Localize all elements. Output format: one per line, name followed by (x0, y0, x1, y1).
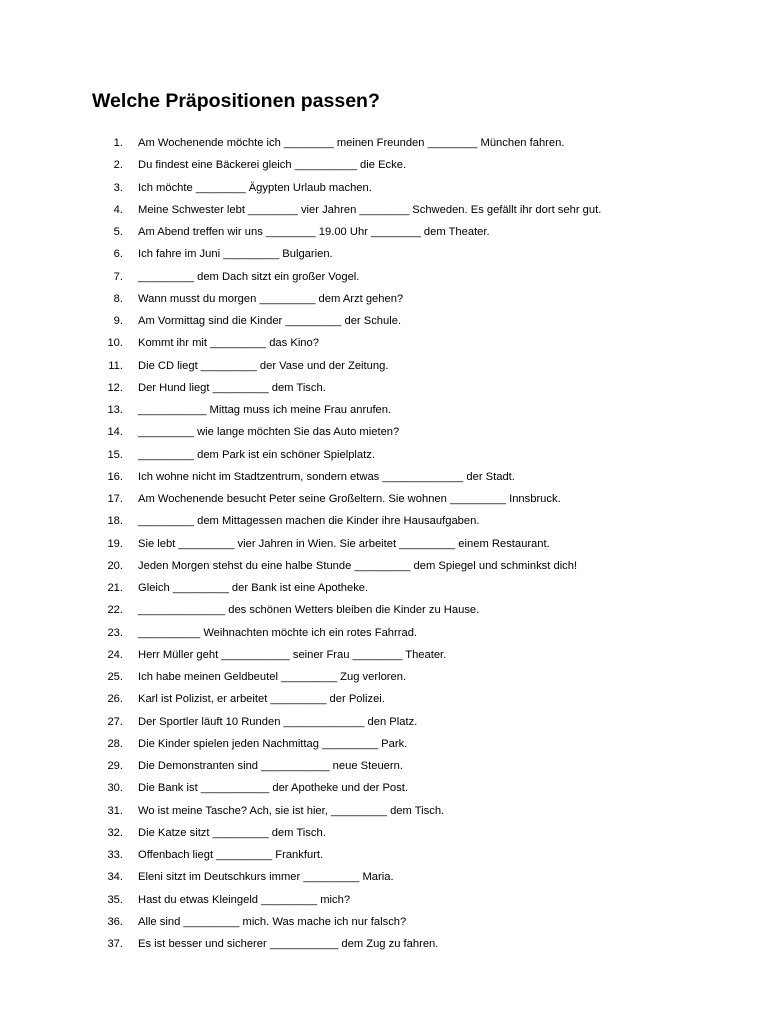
exercise-number: 34. (107, 871, 123, 884)
exercise-sentence: Offenbach liegt _________ Frankfurt. (138, 849, 324, 861)
exercise-sentence: _________ dem Dach sitzt ein großer Vogel. (138, 270, 360, 283)
exercise-item (0, 911, 768, 933)
exercise-sentence: Eleni sitzt im Deutschkurs immer _________ Maria. (138, 871, 394, 884)
exercise-item (0, 466, 768, 488)
exercise-number: 33. (107, 849, 123, 861)
exercise-number: 6. (113, 248, 123, 261)
exercise-number: 13. (107, 404, 123, 416)
exercise-number: 18. (107, 515, 123, 528)
exercise-item (0, 199, 768, 221)
exercise-sentence: Am Abend treffen wir uns ________ 19.00 Uhr ________ dem Theater. (138, 226, 490, 238)
exercise-item (0, 733, 768, 755)
exercise-item (0, 221, 768, 243)
exercise-sentence: Der Hund liegt _________ dem Tisch. (138, 381, 326, 394)
exercise-number: 4. (113, 203, 123, 216)
exercise-item (0, 622, 768, 644)
exercise-sentence: Ich wohne nicht im Stadtzentrum, sondern etwas _____________ der Stadt. (138, 470, 515, 483)
exercise-sentence: _________ dem Mittagessen machen die Kinder ihre Hausaufgaben. (138, 515, 480, 528)
exercise-list (0, 132, 768, 955)
exercise-number: 21. (107, 582, 123, 594)
exercise-item (0, 555, 768, 577)
exercise-sentence: Wann musst du morgen _________ dem Arzt gehen? (138, 292, 404, 305)
exercise-item (0, 599, 768, 621)
exercise-number: 11. (108, 359, 123, 372)
exercise-sentence: Kommt ihr mit _________ das Kino? (138, 337, 319, 350)
exercise-sentence: ___________ Mittag muss ich meine Frau anrufen. (138, 404, 392, 416)
exercise-sentence: Am Vormittag sind die Kinder _________ der Schule. (138, 315, 402, 327)
exercise-sentence: _________ wie lange möchten Sie das Auto mieten? (138, 426, 400, 439)
exercise-sentence: Wo ist meine Tasche? Ach, sie ist hier, _________ dem Tisch. (138, 804, 445, 817)
exercise-item (0, 533, 768, 555)
exercise-item (0, 444, 768, 466)
exercise-number: 14. (107, 426, 123, 439)
exercise-number: 17. (107, 493, 123, 505)
exercise-sentence: Herr Müller geht ___________ seiner Frau ________ Theater. (138, 648, 447, 661)
exercise-number: 16. (107, 470, 123, 483)
exercise-sentence: Die Kinder spielen jeden Nachmittag _________ Park. (138, 737, 408, 750)
exercise-item (0, 332, 768, 354)
exercise-item (0, 288, 768, 310)
exercise-number: 3. (113, 181, 123, 194)
exercise-item (0, 154, 768, 176)
exercise-sentence: Ich möchte ________ Ägypten Urlaub machen. (138, 181, 372, 194)
exercise-item (0, 844, 768, 866)
exercise-number: 31. (107, 804, 123, 817)
exercise-number: 5. (113, 226, 123, 238)
exercise-sentence: Alle sind _________ mich. Was mache ich nur falsch? (138, 915, 407, 928)
exercise-item (0, 577, 768, 599)
exercise-number: 28. (107, 737, 123, 750)
exercise-item (0, 866, 768, 888)
exercise-item (0, 488, 768, 510)
exercise-number: 8. (113, 292, 123, 305)
exercise-sentence: Am Wochenende möchte ich ________ meinen Freunden ________ München fahren. (138, 137, 565, 149)
exercise-number: 2. (113, 159, 123, 172)
exercise-number: 25. (107, 671, 123, 683)
exercise-item (0, 132, 768, 154)
exercise-sentence: Karl ist Polizist, er arbeitet _________ der Polizei. (138, 693, 385, 706)
exercise-number: 1. (113, 137, 123, 149)
exercise-item (0, 377, 768, 399)
exercise-item (0, 755, 768, 777)
exercise-sentence: Die Bank ist ___________ der Apotheke und der Post. (138, 782, 408, 795)
exercise-item (0, 243, 768, 265)
exercise-item (0, 688, 768, 710)
exercise-number: 37. (107, 938, 123, 950)
exercise-sentence: Ich habe meinen Geldbeutel _________ Zug verloren. (138, 671, 407, 683)
exercise-number: 9. (113, 315, 123, 327)
exercise-sentence: Jeden Morgen stehst du eine halbe Stunde _________ dem Spiegel und schminkst dich! (138, 559, 578, 572)
exercise-sentence: ______________ des schönen Wetters bleiben die Kinder zu Hause. (138, 604, 480, 617)
exercise-sentence: Die Katze sitzt _________ dem Tisch. (138, 826, 326, 839)
exercise-number: 10. (107, 337, 123, 350)
exercise-number: 20. (107, 559, 123, 572)
exercise-item (0, 889, 768, 911)
exercise-item (0, 644, 768, 666)
exercise-number: 15. (107, 448, 123, 461)
exercise-item (0, 399, 768, 421)
exercise-number: 30. (107, 782, 123, 795)
exercise-sentence: Am Wochenende besucht Peter seine Großeltern. Sie wohnen _________ Innsbruck. (138, 493, 561, 505)
exercise-sentence: Die Demonstranten sind ___________ neue Steuern. (138, 760, 403, 772)
exercise-number: 32. (107, 826, 123, 839)
exercise-number: 26. (107, 693, 123, 706)
exercise-item (0, 421, 768, 443)
exercise-number: 19. (107, 537, 123, 550)
exercise-number: 23. (107, 626, 123, 639)
exercise-sentence: Die CD liegt _________ der Vase und der Zeitung. (138, 359, 389, 372)
page-title: Welche Präpositionen passen? (92, 90, 380, 112)
exercise-number: 36. (107, 915, 123, 928)
exercise-sentence: Du findest eine Bäckerei gleich __________ die Ecke. (138, 159, 407, 172)
exercise-item (0, 666, 768, 688)
exercise-number: 24. (107, 648, 123, 661)
exercise-number: 12. (107, 381, 123, 394)
exercise-item (0, 177, 768, 199)
exercise-sentence: Gleich _________ der Bank ist eine Apotheke. (138, 582, 369, 594)
exercise-sentence: Meine Schwester lebt ________ vier Jahren ________ Schweden. Es gefällt ihr dort sehr gut. (138, 203, 602, 216)
exercise-item (0, 355, 768, 377)
exercise-item (0, 933, 768, 955)
exercise-sentence: Der Sportler läuft 10 Runden _____________ den Platz. (138, 715, 418, 728)
exercise-sentence: Ich fahre im Juni _________ Bulgarien. (138, 248, 333, 261)
exercise-item (0, 510, 768, 532)
exercise-sentence: Hast du etwas Kleingeld _________ mich? (138, 893, 351, 906)
exercise-item (0, 711, 768, 733)
exercise-sentence: __________ Weihnachten möchte ich ein rotes Fahrrad. (138, 626, 418, 639)
exercise-number: 22. (107, 604, 123, 617)
exercise-item (0, 800, 768, 822)
exercise-number: 7. (113, 270, 123, 283)
exercise-number: 27. (107, 715, 123, 728)
exercise-sentence: _________ dem Park ist ein schöner Spielplatz. (138, 448, 375, 461)
exercise-number: 29. (107, 760, 123, 772)
exercise-item (0, 266, 768, 288)
exercise-number: 35. (107, 893, 123, 906)
exercise-item (0, 777, 768, 799)
exercise-sentence: Es ist besser und sicherer ___________ dem Zug zu fahren. (138, 938, 439, 950)
exercise-sentence: Sie lebt _________ vier Jahren in Wien. Sie arbeitet _________ einem Restaurant. (138, 537, 550, 550)
exercise-item (0, 310, 768, 332)
exercise-item (0, 822, 768, 844)
